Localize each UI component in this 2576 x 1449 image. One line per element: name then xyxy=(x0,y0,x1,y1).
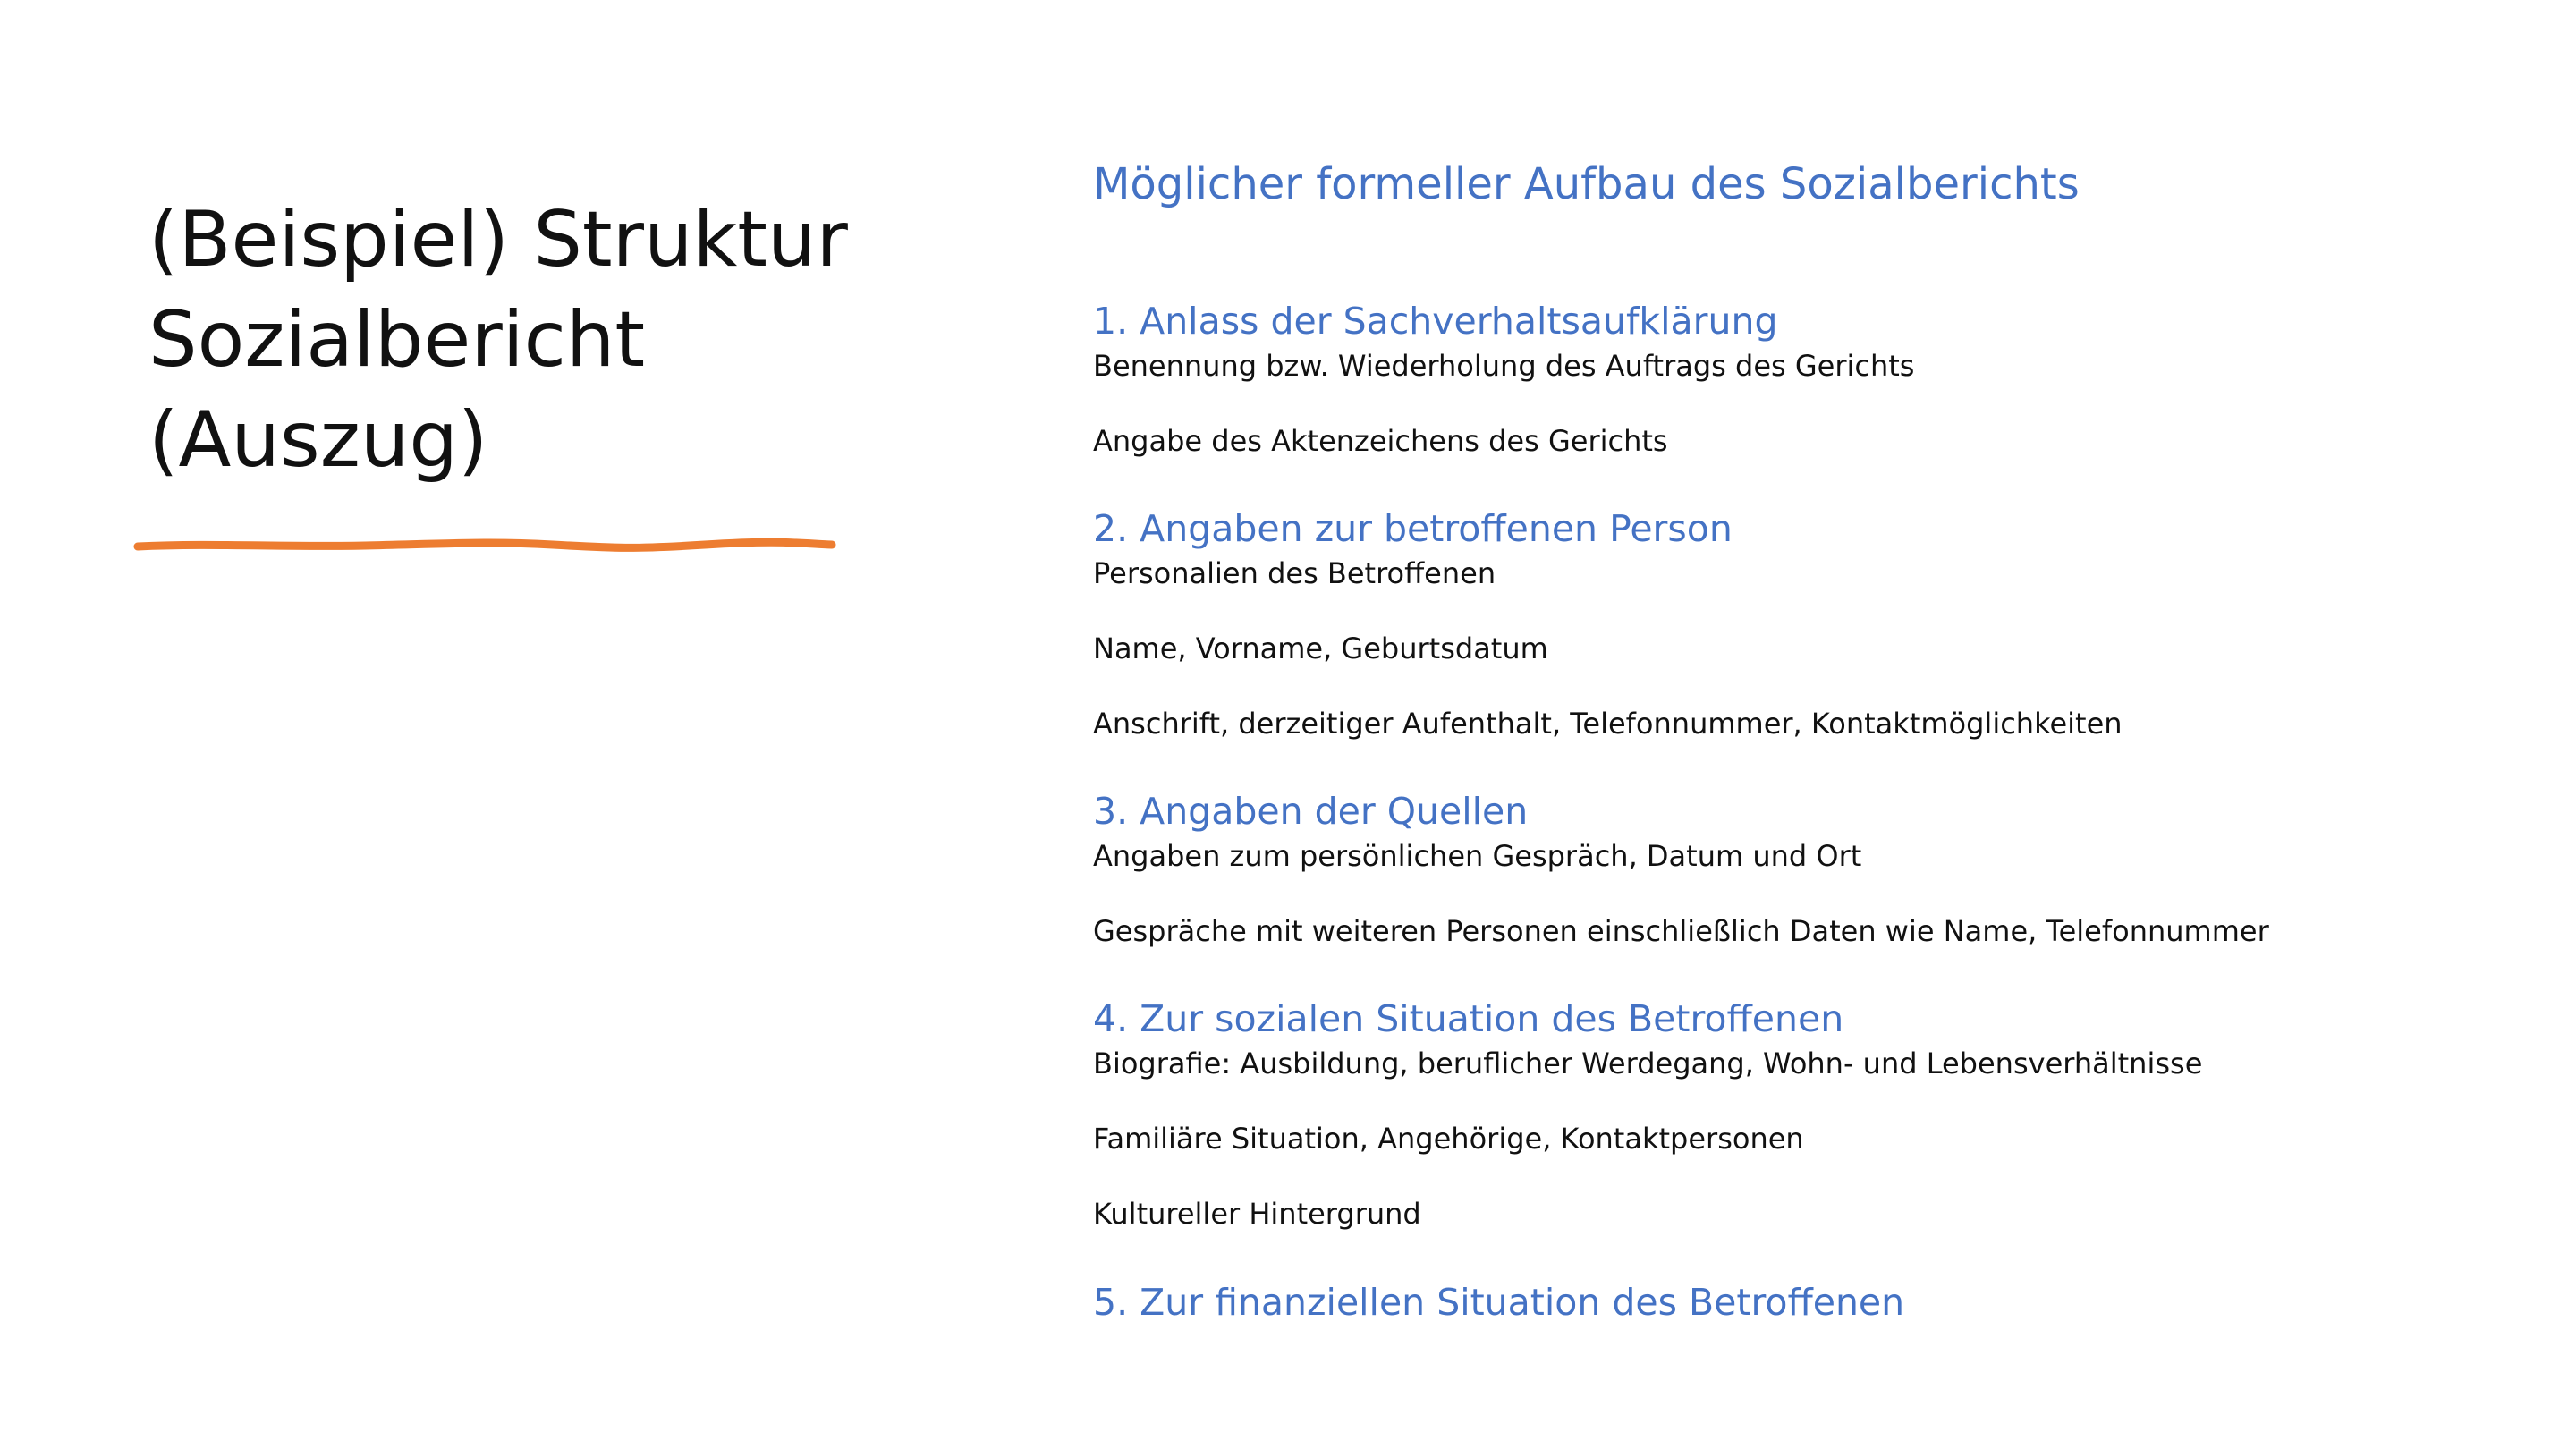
slide-title-line: (Auszug) xyxy=(148,395,488,485)
section-item: Gespräche mit weiteren Personen einschließlich Daten wie Name, Telefonnummer xyxy=(1093,914,2269,948)
section-soziale-situation xyxy=(1093,993,2488,1233)
section-item: Angabe des Aktenzeichens des Gerichts xyxy=(1093,424,1668,458)
title-underline xyxy=(132,535,837,556)
section-title: 3. Angaben der Quellen xyxy=(1093,790,1529,833)
content-heading: Möglicher formeller Aufbau des Sozialberichts xyxy=(1093,159,2080,209)
section-item: Angaben zum persönlichen Gespräch, Datum und Ort xyxy=(1093,839,1862,873)
slide-title-line: Sozialbericht xyxy=(148,295,646,385)
section-item: Biografie: Ausbildung, beruflicher Werdegang, Wohn- und Lebensverhältnisse xyxy=(1093,1046,2203,1080)
section-item: Kultureller Hintergrund xyxy=(1093,1197,1421,1231)
section-quellen xyxy=(1093,785,2488,950)
section-item: Benennung bzw. Wiederholung des Auftrags des Gerichts xyxy=(1093,349,1915,383)
section-finanzielle-situation xyxy=(1093,1276,2488,1328)
slide-title-line: (Beispiel) Struktur xyxy=(148,195,848,284)
section-title: 5. Zur finanziellen Situation des Betroffenen xyxy=(1093,1281,1905,1324)
slide-title xyxy=(148,190,953,490)
section-title: 1. Anlass der Sachverhaltsaufklärung xyxy=(1093,300,1778,343)
title-underline-stroke xyxy=(138,542,832,547)
section-item: Familiäre Situation, Angehörige, Kontaktpersonen xyxy=(1093,1122,1804,1156)
content-panel xyxy=(1093,152,2488,1324)
section-anlass xyxy=(1093,295,2488,460)
section-person xyxy=(1093,503,2488,742)
section-item: Personalien des Betroffenen xyxy=(1093,556,1496,590)
section-title: 2. Angaben zur betroffenen Person xyxy=(1093,507,1733,550)
section-title: 4. Zur sozialen Situation des Betroffenen xyxy=(1093,997,1844,1040)
section-item: Name, Vorname, Geburtsdatum xyxy=(1093,631,1548,665)
section-item: Anschrift, derzeitiger Aufenthalt, Telefonnummer, Kontaktmöglichkeiten xyxy=(1093,707,2123,741)
